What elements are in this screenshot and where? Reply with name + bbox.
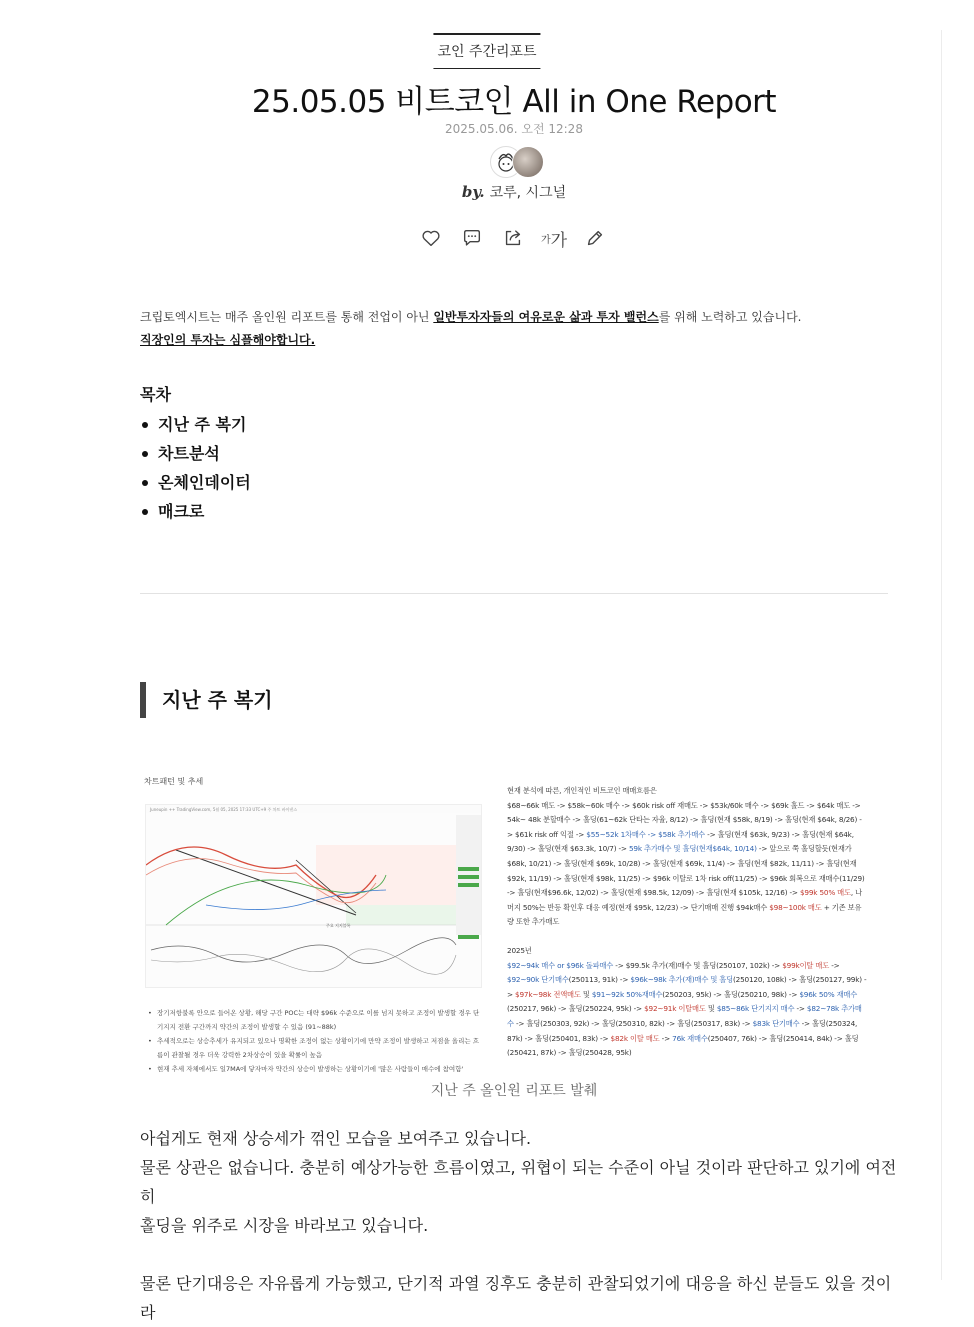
- body-line: 물론 단기대응은 자유롭게 가능했고, 단기적 과열 징후도 충분히 관찰되었기에 대응을 하신 분들도 있을 것이라: [140, 1274, 892, 1322]
- article-body: [140, 1124, 900, 1327]
- toc-title: 목차: [140, 385, 171, 404]
- intro-emphasis: 일반투자자들의 여유로운 삶과 투자 밸런스: [433, 310, 659, 324]
- edit-button[interactable]: [582, 225, 608, 251]
- font-size-button[interactable]: [541, 225, 567, 251]
- section-divider: [140, 593, 888, 594]
- flow-segment: (250407, 76k) -> 홀딩(250414, 84k) -> 홀딩(250421, 87k) -> 홀딩(250428, 95k): [507, 1033, 859, 1058]
- toc-item[interactable]: 온체인데이터: [140, 468, 251, 497]
- flow-segment-buy: 59k 추가매수 및 홀딩(현재$64k, 10/14): [628, 844, 757, 854]
- flow-segment: -> 앞으로 쭉 홀딩할듯(현재가 $68k, 10/21) -> 홀딩(현재 $69k, 10/28) -> 홀딩(현재 $69k, 11/4) -> 홀딩(현재 $82k, 11/11) -> 홀딩(현재 $92k, 11/19) -> 홀딩(현재 $98k, 11/25) -> $96k 이탈로 1차 risk off(11/25) -> $96k 회복으로 재매수(11/29) -> 홀딩(현재$96.6k, 12/02) -> 홀딩(현재 $98.5k, 12/09) -> 홀딩(현재 $105k, 12/16) ->: [507, 844, 865, 898]
- flow-segment-buy: $96k~98k 추가(재)매수 및 홀딩: [630, 975, 733, 985]
- font-size-big-label: 가: [550, 230, 568, 251]
- intro-paragraph: [140, 306, 900, 352]
- chart-note: • 장기저항불록 안으로 들어온 상황, 해당 구간 POC는 대략 $96k 수준으로 이를 넘지 못하고 조정이 발생할 경우 단기지지 전환 구간까지 약간의 조정이 발생할 수 있음 (91~88k): [145, 1006, 480, 1034]
- chart-note: • 현재 추세 자체에서도 일7MA에 닿자마자 약간의 상승이 발생하는 상황이기에 '많은 사람들이 매수에 참여함': [145, 1062, 480, 1072]
- flow-segment: -> 홀딩(250324, 87k) -> 홀딩(250401, 83k) ->: [507, 1018, 858, 1043]
- like-button[interactable]: [418, 225, 444, 251]
- trading-flow-text: [507, 784, 867, 1061]
- flow-segment: -> 홀딩(현재 $63k, 9/23) -> 홀딩(현재 $64k, 9/30) -> 홀딩(현재 $63.3k, 10/7) ->: [507, 829, 854, 854]
- flow-segment: (250120, 108k) -> 홀딩(250127, 99k) ->: [507, 975, 867, 999]
- toc-list: [140, 410, 251, 526]
- flow-segment: -> 홀딩(250303, 92k) -> 홀딩(250310, 82k) -> 홀딩(250317, 83k) ->: [513, 1018, 753, 1028]
- flow-segment-buy: $96k 50% 재매수: [799, 989, 858, 999]
- flow-segment-sell: $82k 이탈 매도: [610, 1033, 660, 1043]
- flow-segment: (250203, 95k) -> 홀딩(250210, 98k) ->: [662, 989, 800, 999]
- flow-segment: 및: [705, 1004, 717, 1014]
- font-size-small-label: 가: [540, 234, 551, 246]
- section-heading: 지난 주 복기: [140, 682, 273, 718]
- body-line: 물론 상관은 없습니다. 충분히 예상가능한 흐름이였고, 위협이 되는 수준이 아닐 것이라 판단하고 있기에 여전히: [140, 1158, 897, 1206]
- flow-segment: (250217, 96k) -> 홀딩(250224, 95k) ->: [507, 1004, 645, 1014]
- svg-text:주요 지지블록: 주요 지지블록: [326, 923, 351, 928]
- toc-item[interactable]: 지난 주 복기: [140, 410, 251, 439]
- flow-segment-sell: $97k~98k 전액매도: [515, 989, 581, 999]
- intro-text: 를 위해 노력하고 있습니다.: [658, 310, 802, 324]
- flow-segment: ->: [829, 960, 840, 970]
- share-icon: [502, 227, 524, 249]
- flow-segment-buy: $92~94k 매수 or $96k 돌파매수: [507, 960, 614, 970]
- flow-2025: [507, 959, 867, 1061]
- post-title: 25.05.05 비트코인 All in One Report: [251, 84, 777, 120]
- pencil-icon: [584, 227, 606, 249]
- flow-segment-buy: $92~90k 단기매수: [507, 975, 569, 985]
- flow-segment-sell: $98~100k 매도: [769, 902, 822, 912]
- trading-chart-thumbnail: [145, 804, 482, 988]
- report-excerpt-image[interactable]: [140, 770, 870, 1072]
- intro-text: 크립토엑시트는 매주 올인원 리포트를 통해 전업이 아닌: [140, 310, 434, 324]
- comment-button[interactable]: [459, 225, 485, 251]
- flow-segment-buy: 76k 재매수: [672, 1033, 708, 1043]
- intro-emphasis-line: 직장인의 투자는 심플해야합니다.: [140, 333, 316, 347]
- flow-segment-sell: $99k이탈 매도: [782, 960, 830, 970]
- chart-caption: Juneupin ++ TradingView.com, 5월 05, 2025 17:33 UTC+9 주 차트 바이낸스: [150, 807, 298, 812]
- flow-2024: [507, 799, 867, 930]
- category-label[interactable]: 코인 주간리포트: [433, 33, 540, 69]
- flow-segment-buy: $85~86k 단기지지 매수: [716, 1004, 795, 1014]
- author-avatars[interactable]: [490, 146, 544, 178]
- toc-item[interactable]: 차트분석: [140, 439, 251, 468]
- flow-segment: 및: [580, 989, 592, 999]
- flow-year: 2025년: [507, 945, 532, 955]
- flow-segment: $68~66k 매도 -> $58k~60k 매수 -> $60k risk off 재매도 -> $53k/60k 매수 -> $69k 홀드 -> $64k 매도 -> 54k~ 48k 분할매수 -> 홀딩(61~62k 단타는 자율, 8/12) -> 홀딩(현재 $58k, 8/19) -> 홀딩(현재 $64k, 8/26) -> $61k risk off 익절 ->: [507, 800, 862, 839]
- post-date: 2025.05.06. 오전 12:28: [445, 122, 583, 136]
- byline: [0, 182, 974, 202]
- flow-intro: 현재 분석에 따른, 개인적인 비트코인 매매흐름은: [507, 786, 657, 795]
- chart-notes: [145, 1006, 480, 1072]
- flow-segment-sell: $99k 50% 매도: [799, 888, 851, 898]
- flow-segment-sell: $92~91k 이탈매도: [644, 1004, 706, 1014]
- flow-segment-buy: $82~78k 추가매수: [507, 1004, 862, 1028]
- price-chart-graphic: [146, 805, 481, 987]
- flow-segment: , 나머지 50%는 반등 확인후 대응 예정(현재 $95k, 12/23) -> 단기매매 진행 $94k매수: [507, 888, 862, 912]
- flow-segment: + 기존 보유량 또한 추가매도: [507, 902, 862, 927]
- chart-note: • 추세적으로는 상승추세가 유지되고 있으나 명확한 조정이 없는 상황이기에 만약 조정이 발생하고 저점을 올리는 흐름이 관찰될 경우 더욱 강력한 2차상승이 있을 확률이 높음: [145, 1034, 480, 1062]
- author-names[interactable]: 코루, 시그널: [489, 185, 567, 201]
- comment-icon: [461, 227, 483, 249]
- share-button[interactable]: [500, 225, 526, 251]
- flow-segment: ->: [659, 1033, 673, 1043]
- avatar[interactable]: [512, 146, 544, 178]
- body-line: 아쉽게도 현재 상승세가 꺾인 모습을 보여주고 있습니다.: [140, 1129, 532, 1148]
- flow-segment-buy: $91~92k 50%재매수: [591, 989, 663, 999]
- heart-icon: [420, 227, 442, 249]
- flow-segment: (250113, 91k) ->: [568, 975, 631, 985]
- by-label: by.: [461, 183, 485, 201]
- body-line: 홀딩을 위주로 시장을 바라보고 있습니다.: [140, 1216, 429, 1235]
- flow-segment-buy: $55~52k 1차매수 -> $58k 추가매수: [586, 829, 706, 839]
- flow-segment-buy: $83k 단기매수: [752, 1018, 800, 1028]
- flow-segment: ->: [794, 1004, 807, 1014]
- figure-left-title: 차트패턴 및 추세: [144, 777, 204, 786]
- flow-segment: -> $99.5k 추가(재)매수 및 홀딩(250107, 102k) ->: [613, 960, 783, 970]
- toc-item[interactable]: 매크로: [140, 497, 251, 526]
- figure-caption: 지난 주 올인원 리포트 발췌: [430, 1083, 598, 1099]
